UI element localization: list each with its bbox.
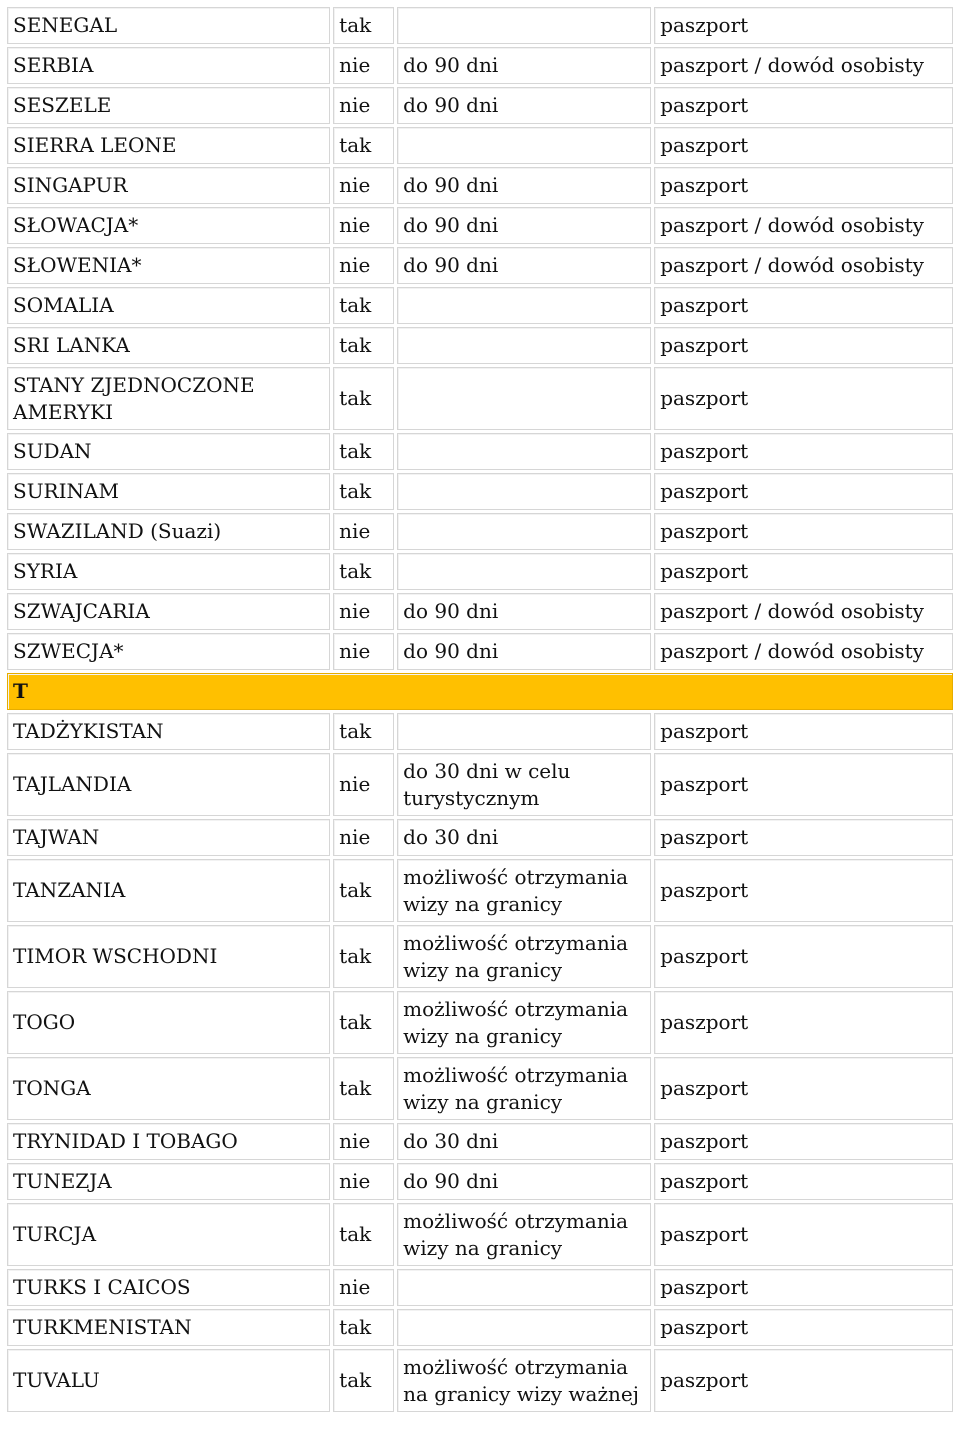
section-header-row [7, 673, 953, 710]
travel-document-cell: paszport [654, 1349, 953, 1412]
table-row [7, 1269, 953, 1306]
visa-required-cell: tak [333, 1349, 394, 1412]
travel-document-cell: paszport [654, 819, 953, 856]
country-cell: STANY ZJEDNOCZONE AMERYKI [7, 367, 330, 430]
travel-document-cell: paszport [654, 7, 953, 44]
table-row [7, 593, 953, 630]
travel-document-cell: paszport [654, 1269, 953, 1306]
table-row [7, 127, 953, 164]
stay-period-cell: do 90 dni [397, 47, 651, 84]
stay-period-cell: możliwość otrzymania wizy na granicy [397, 1203, 651, 1266]
visa-required-cell: tak [333, 287, 394, 324]
visa-required-cell: nie [333, 87, 394, 124]
visa-required-cell: tak [333, 713, 394, 750]
visa-required-cell: tak [333, 1203, 394, 1266]
travel-document-cell: paszport [654, 1309, 953, 1346]
stay-period-cell [397, 473, 651, 510]
table-row [7, 1203, 953, 1266]
country-cell: TUVALU [7, 1349, 330, 1412]
visa-required-cell: tak [333, 473, 394, 510]
visa-required-cell: nie [333, 753, 394, 816]
visa-required-cell: nie [333, 819, 394, 856]
table-row [7, 7, 953, 44]
table-row [7, 207, 953, 244]
stay-period-cell: do 90 dni [397, 247, 651, 284]
travel-document-cell: paszport [654, 327, 953, 364]
visa-required-cell: nie [333, 207, 394, 244]
visa-table-body [7, 7, 953, 1412]
travel-document-cell: paszport [654, 287, 953, 324]
table-row [7, 287, 953, 324]
visa-required-cell: tak [333, 859, 394, 922]
country-cell: SINGAPUR [7, 167, 330, 204]
visa-required-cell: nie [333, 47, 394, 84]
country-cell: SENEGAL [7, 7, 330, 44]
stay-period-cell [397, 713, 651, 750]
table-row [7, 327, 953, 364]
stay-period-cell [397, 7, 651, 44]
country-cell: SZWAJCARIA [7, 593, 330, 630]
table-row [7, 713, 953, 750]
visa-required-cell: tak [333, 367, 394, 430]
travel-document-cell: paszport [654, 553, 953, 590]
country-cell: TURKS I CAICOS [7, 1269, 330, 1306]
stay-period-cell: możliwość otrzymania wizy na granicy [397, 1057, 651, 1120]
travel-document-cell: paszport [654, 991, 953, 1054]
stay-period-cell: do 30 dni w celu turystycznym [397, 753, 651, 816]
travel-document-cell: paszport [654, 859, 953, 922]
table-row [7, 753, 953, 816]
stay-period-cell: do 30 dni [397, 819, 651, 856]
visa-required-cell: tak [333, 1309, 394, 1346]
country-cell: SŁOWACJA* [7, 207, 330, 244]
country-cell: SŁOWENIA* [7, 247, 330, 284]
visa-required-cell: tak [333, 553, 394, 590]
table-row [7, 1349, 953, 1412]
visa-required-cell: nie [333, 513, 394, 550]
visa-required-cell: nie [333, 1269, 394, 1306]
travel-document-cell: paszport / dowód osobisty [654, 47, 953, 84]
visa-required-cell: nie [333, 167, 394, 204]
country-cell: SRI LANKA [7, 327, 330, 364]
stay-period-cell [397, 433, 651, 470]
table-row [7, 633, 953, 670]
country-cell: SWAZILAND (Suazi) [7, 513, 330, 550]
stay-period-cell [397, 287, 651, 324]
section-letter: T [7, 673, 953, 710]
visa-required-cell: tak [333, 327, 394, 364]
table-row [7, 819, 953, 856]
travel-document-cell: paszport / dowód osobisty [654, 633, 953, 670]
stay-period-cell: możliwość otrzymania wizy na granicy [397, 991, 651, 1054]
travel-document-cell: paszport / dowód osobisty [654, 207, 953, 244]
table-row [7, 859, 953, 922]
visa-required-cell: nie [333, 593, 394, 630]
stay-period-cell: do 90 dni [397, 167, 651, 204]
travel-document-cell: paszport [654, 127, 953, 164]
country-cell: SYRIA [7, 553, 330, 590]
table-row [7, 925, 953, 988]
travel-document-cell: paszport [654, 1163, 953, 1200]
table-row [7, 473, 953, 510]
table-row [7, 991, 953, 1054]
stay-period-cell [397, 1309, 651, 1346]
stay-period-cell: możliwość otrzymania wizy na granicy [397, 859, 651, 922]
table-row [7, 1057, 953, 1120]
travel-document-cell: paszport [654, 167, 953, 204]
country-cell: SIERRA LEONE [7, 127, 330, 164]
country-cell: TUNEZJA [7, 1163, 330, 1200]
country-cell: TIMOR WSCHODNI [7, 925, 330, 988]
table-row [7, 1123, 953, 1160]
visa-required-cell: tak [333, 991, 394, 1054]
stay-period-cell [397, 1269, 651, 1306]
visa-required-cell: tak [333, 7, 394, 44]
travel-document-cell: paszport [654, 433, 953, 470]
country-cell: SERBIA [7, 47, 330, 84]
travel-document-cell: paszport / dowód osobisty [654, 247, 953, 284]
travel-document-cell: paszport [654, 367, 953, 430]
country-cell: SOMALIA [7, 287, 330, 324]
stay-period-cell: możliwość otrzymania wizy na granicy [397, 925, 651, 988]
visa-required-cell: nie [333, 633, 394, 670]
travel-document-cell: paszport [654, 473, 953, 510]
visa-required-cell: tak [333, 433, 394, 470]
table-row [7, 167, 953, 204]
visa-required-cell: tak [333, 1057, 394, 1120]
country-cell: SUDAN [7, 433, 330, 470]
country-cell: TOGO [7, 991, 330, 1054]
travel-document-cell: paszport / dowód osobisty [654, 593, 953, 630]
travel-document-cell: paszport [654, 1203, 953, 1266]
stay-period-cell: do 30 dni [397, 1123, 651, 1160]
table-row [7, 553, 953, 590]
country-cell: TRYNIDAD I TOBAGO [7, 1123, 330, 1160]
stay-period-cell [397, 127, 651, 164]
stay-period-cell: do 90 dni [397, 207, 651, 244]
visa-required-cell: nie [333, 1123, 394, 1160]
travel-document-cell: paszport [654, 1057, 953, 1120]
travel-document-cell: paszport [654, 1123, 953, 1160]
stay-period-cell: do 90 dni [397, 87, 651, 124]
country-cell: TURKMENISTAN [7, 1309, 330, 1346]
country-cell: TAJLANDIA [7, 753, 330, 816]
stay-period-cell: do 90 dni [397, 593, 651, 630]
visa-required-cell: nie [333, 1163, 394, 1200]
table-row [7, 47, 953, 84]
country-cell: TURCJA [7, 1203, 330, 1266]
visa-required-cell: nie [333, 247, 394, 284]
country-cell: SESZELE [7, 87, 330, 124]
table-row [7, 1309, 953, 1346]
country-cell: SZWECJA* [7, 633, 330, 670]
stay-period-cell [397, 513, 651, 550]
stay-period-cell [397, 327, 651, 364]
visa-required-cell: tak [333, 127, 394, 164]
travel-document-cell: paszport [654, 713, 953, 750]
table-row [7, 367, 953, 430]
table-row [7, 87, 953, 124]
country-cell: SURINAM [7, 473, 330, 510]
stay-period-cell: do 90 dni [397, 1163, 651, 1200]
travel-document-cell: paszport [654, 513, 953, 550]
visa-requirements-table [4, 4, 956, 1415]
travel-document-cell: paszport [654, 753, 953, 816]
country-cell: TANZANIA [7, 859, 330, 922]
stay-period-cell [397, 553, 651, 590]
travel-document-cell: paszport [654, 87, 953, 124]
travel-document-cell: paszport [654, 925, 953, 988]
country-cell: TADŻYKISTAN [7, 713, 330, 750]
stay-period-cell: możliwość otrzymania na granicy wizy ważnej [397, 1349, 651, 1412]
visa-required-cell: tak [333, 925, 394, 988]
table-row [7, 513, 953, 550]
country-cell: TAJWAN [7, 819, 330, 856]
table-row [7, 433, 953, 470]
country-cell: TONGA [7, 1057, 330, 1120]
table-row [7, 1163, 953, 1200]
table-row [7, 247, 953, 284]
stay-period-cell [397, 367, 651, 430]
stay-period-cell: do 90 dni [397, 633, 651, 670]
